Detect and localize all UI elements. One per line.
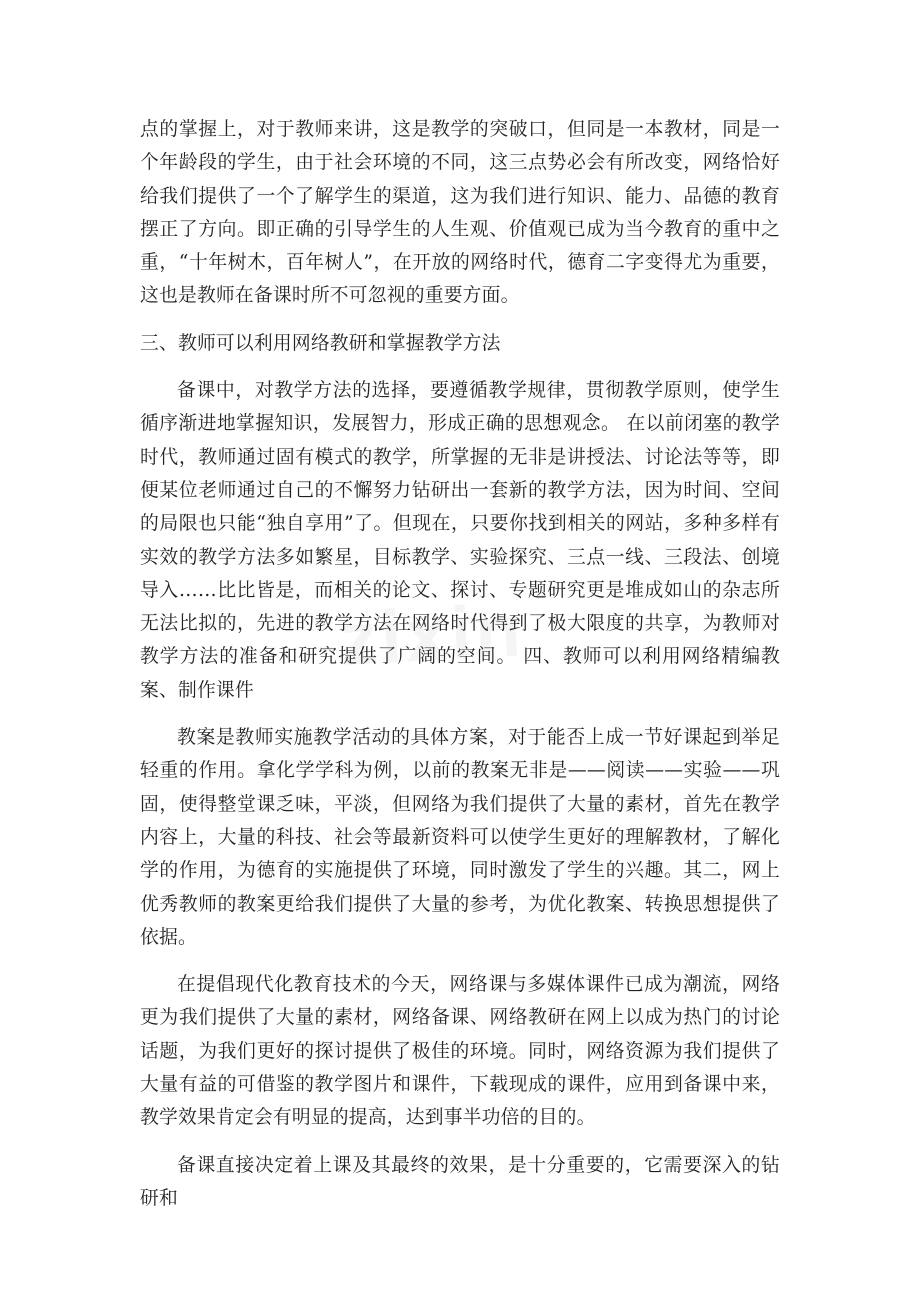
document-body (140, 113, 780, 1215)
section-heading-3: 三、教师可以利用网络教研和掌握教学方法 (140, 332, 501, 354)
watermark: zixin (337, 588, 527, 681)
paragraph-teaching-methods: 备课中，对教学方法的选择，要遵循教学规律，贯彻教学原则，使学生循序渐进地掌握知识，发展智力，形成正确的思想观念。 在以前闭塞的教学时代，教师通过固有模式的教学，所掌握的无非是讲授法、讨论法等等，即便某位老师通过自己的不懈努力钻研出一套新的教学方法，因为时间、空间的局限也只能“独自享用”了。但现在，只要你找到相关的网站，多种多样有实效的教学方法多如繁星，目标教学、实验探究、三点一线、三段法、创境导入……比比皆是，而相关的论文、探讨、专题研究更是堆成如山的杂志所无法比拟的，先进的教学方法在网络时代得到了极大限度的共享，为教师对教学方法的准备和研究提供了广阔的空间。 四、教师可以利用网络精编教案、制作课件 (140, 380, 780, 701)
paragraph-conclusion-start: 备课直接决定着上课及其最终的效果，是十分重要的，它需要深入的钻研和 (140, 1154, 780, 1209)
paragraph-continuation: 点的掌握上，对于教师来讲，这是教学的突破口，但同是一本教材，同是一个年龄段的学生，由于社会环境的不同，这三点势必会有所改变，网络恰好给我们提供了一个了解学生的渠道，这为我们进行知识、能力、品德的教育摆正了方向。即正确的引导学生的人生观、价值观已成为当今教育的重中之重，“十年树木，百年树人”，在开放的网络时代，德育二字变得尤为重要，这也是教师在备课时所不可忽视的重要方面。 (140, 119, 780, 307)
paragraph-lesson-plans: 教案是教师实施教学活动的具体方案，对于能否上成一节好课起到举足轻重的作用。拿化学学科为例，以前的教案无非是——阅读——实验——巩固，使得整堂课乏味，平淡，但网络为我们提供了大量的素材，首先在教学内容上，大量的科技、社会等最新资料可以使学生更好的理解教材，了解化学的作用，为德育的实施提供了环境，同时激发了学生的兴趣。其二，网上优秀教师的教案更给我们提供了大量的参考，为优化教案、转换思想提供了依据。 (140, 727, 780, 948)
paragraph-multimedia: 在提倡现代化教育技术的今天，网络课与多媒体课件已成为潮流，网络更为我们提供了大量的素材，网络备课、网络教研在网上以成为热门的讨论话题，为我们更好的探讨提供了极佳的环境。同时，网络资源为我们提供了大量有益的可借鉴的教学图片和课件，下载现成的课件，应用到备课中来，教学效果肯定会有明显的提高，达到事半功倍的目的。 (140, 974, 780, 1129)
